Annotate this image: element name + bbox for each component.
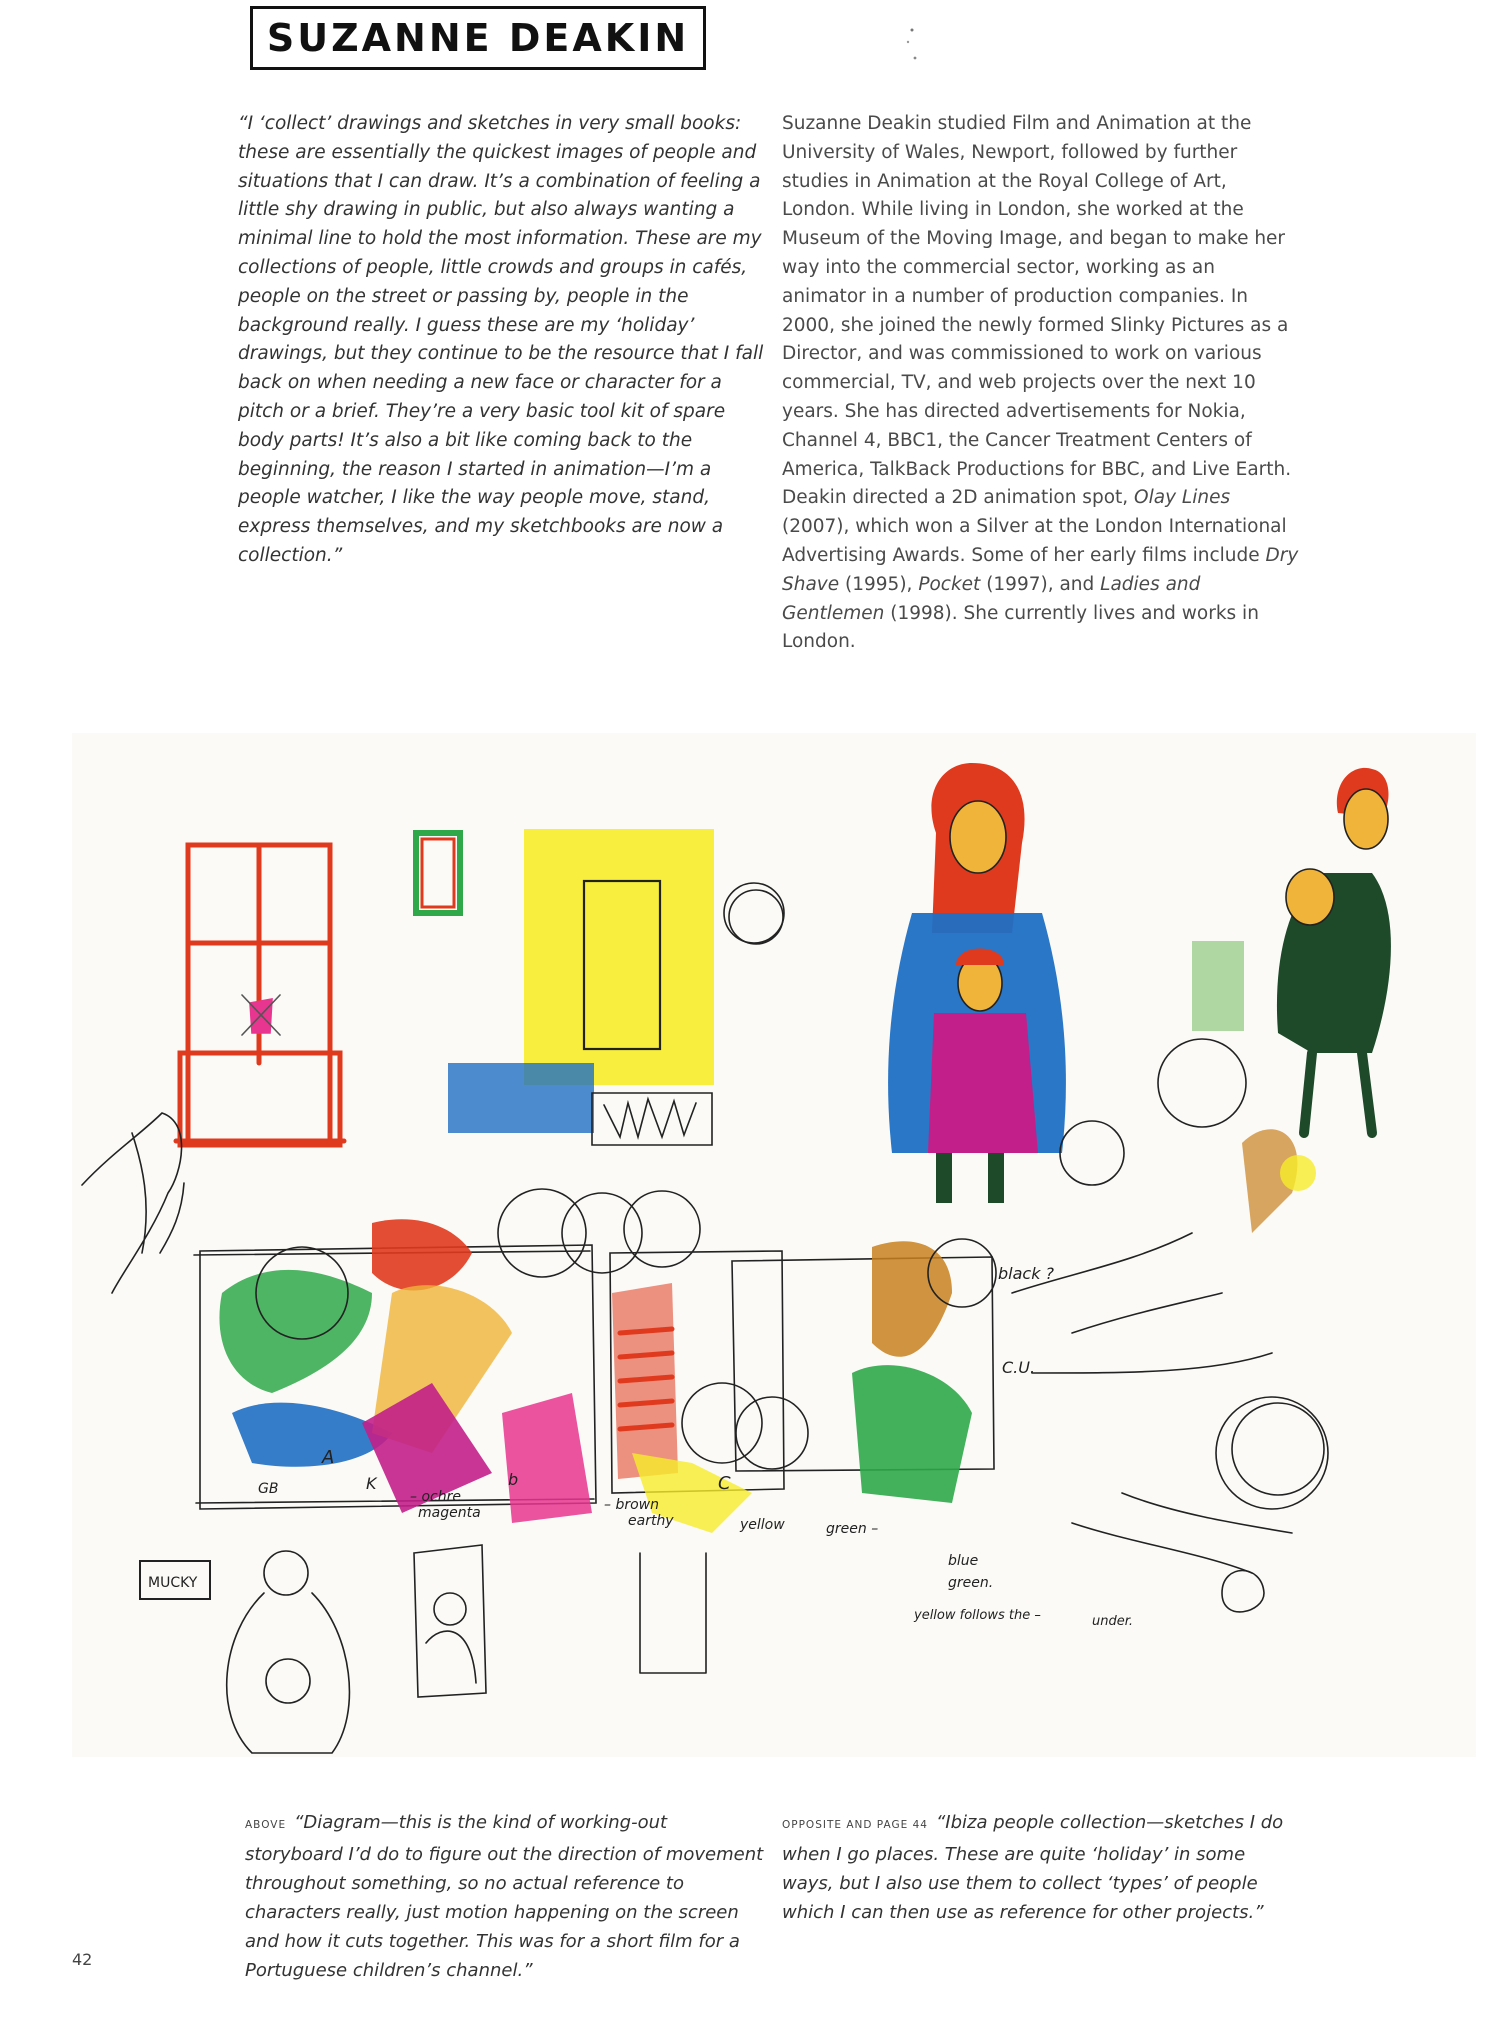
label-gb: GB [258, 1481, 279, 1497]
bio-title-ladies-and-gentlemen: Ladies and Gentlemen [782, 573, 1201, 624]
note-yellow: yellow [740, 1517, 785, 1533]
artist-bio [782, 110, 1302, 657]
bio-part-2: (2007), which won a Silver at the London International Advertising Awards. Some of her early films include [782, 516, 1287, 566]
label-c: C [718, 1473, 731, 1494]
bio-title-pocket: Pocket [918, 573, 981, 595]
bio-part-1: Suzanne Deakin studied Film and Animation at the University of Wales, Newport, followed by further studies in Animation at the Royal College of Art, London. While living in London, she worked at the Museum of the Moving Image, and began to make her way into the commercial sector, working as an animator in a number of production companies. In 2000, she joined the newly formed Slinky Pictures as a Director, and was commissioned to work on various commercial, TV, and web projects over the next 10 years. She has directed advertisements for Nokia, Channel 4, BBC1, the Cancer Treatment Centers of America, TalkBack Productions for BBC, and Live Earth. Deakin directed a 2D animation spot, [782, 113, 1292, 509]
note-magenta: magenta [418, 1505, 481, 1521]
ink-specks [900, 20, 930, 70]
note-yellow-follows: yellow follows the – [914, 1608, 1041, 1623]
artist-bio-text [782, 110, 1302, 657]
storyboard-drawing [72, 733, 1476, 1757]
woman-baby-figure [1277, 768, 1391, 1133]
note-brown: – brown [604, 1497, 659, 1513]
storyboard-artwork [72, 733, 1476, 1757]
caption-above [245, 1808, 765, 1985]
bio-part-3: (1995), [839, 573, 919, 595]
note-ochre: – ochre [410, 1489, 461, 1505]
label-k: K [366, 1474, 377, 1493]
artist-quote [238, 110, 768, 571]
red-window [176, 845, 344, 1145]
mucky-label: MUCKY [148, 1575, 198, 1591]
note-green: green – [826, 1521, 879, 1537]
page-number: 42 [72, 1950, 93, 1969]
bio-title-olay-lines: Olay Lines [1134, 487, 1231, 509]
label-black: black ? [998, 1264, 1055, 1283]
bio-part-4: (1997), and [980, 573, 1101, 595]
note-green2: green. [948, 1575, 994, 1591]
bio-title-dry-shave: Dry Shave [782, 544, 1299, 595]
artist-quote-text: “I ‘collect’ drawings and sketches in very small books: these are essentially the quickest images of people and situations that I can draw. It’s a combination of feeling a little shy drawing in public, but also always wanting a minimal line to hold the most information. These are my collections of people, little crowds and groups in cafés, people on the street or passing by, people in the background really. I guess these are my ‘holiday’ drawings, but they continue to be the resource that I fall back on when needing a new face or character for a pitch or a brief. They’re a very basic tool kit of spare body parts! It’s also a bit like coming back to the beginning, the reason I started in animation—I’m a people watcher, I like the way people move, stand, express themselves, and my sketchbooks are now a collection.” [238, 113, 764, 566]
caption-opposite-text: “Ibiza people collection—sketches I do when I go places. These are quite ‘holiday’ in some ways, but I also use them to collect ‘types’ of people which I can then use as reference for other projects.” [782, 1812, 1284, 1923]
label-a: A [322, 1447, 335, 1468]
note-blue: blue [948, 1553, 979, 1569]
caption-opposite [782, 1808, 1302, 1927]
note-under: under. [1092, 1614, 1134, 1629]
label-cu: C.U. [1002, 1358, 1036, 1377]
caption-opposite-tag: OPPOSITE AND PAGE 44 [782, 1819, 928, 1831]
caption-above-tag: ABOVE [245, 1819, 287, 1831]
mother-child-figure [888, 763, 1066, 1203]
caption-above-text: “Diagram—this is the kind of working-out storyboard I’d do to figure out the direction of movement throughout something, so no actual reference to characters really, just motion happening on the screen and how it cuts together. This was for a short film for a Portuguese children’s channel.” [245, 1812, 764, 1981]
note-earthy: earthy [628, 1513, 674, 1529]
bottom-sketches [227, 1545, 1264, 1753]
page-title: SUZANNE DEAKIN [250, 6, 706, 70]
label-b: b [508, 1470, 519, 1489]
bio-part-5: (1998). She currently lives and works in London. [782, 602, 1259, 653]
